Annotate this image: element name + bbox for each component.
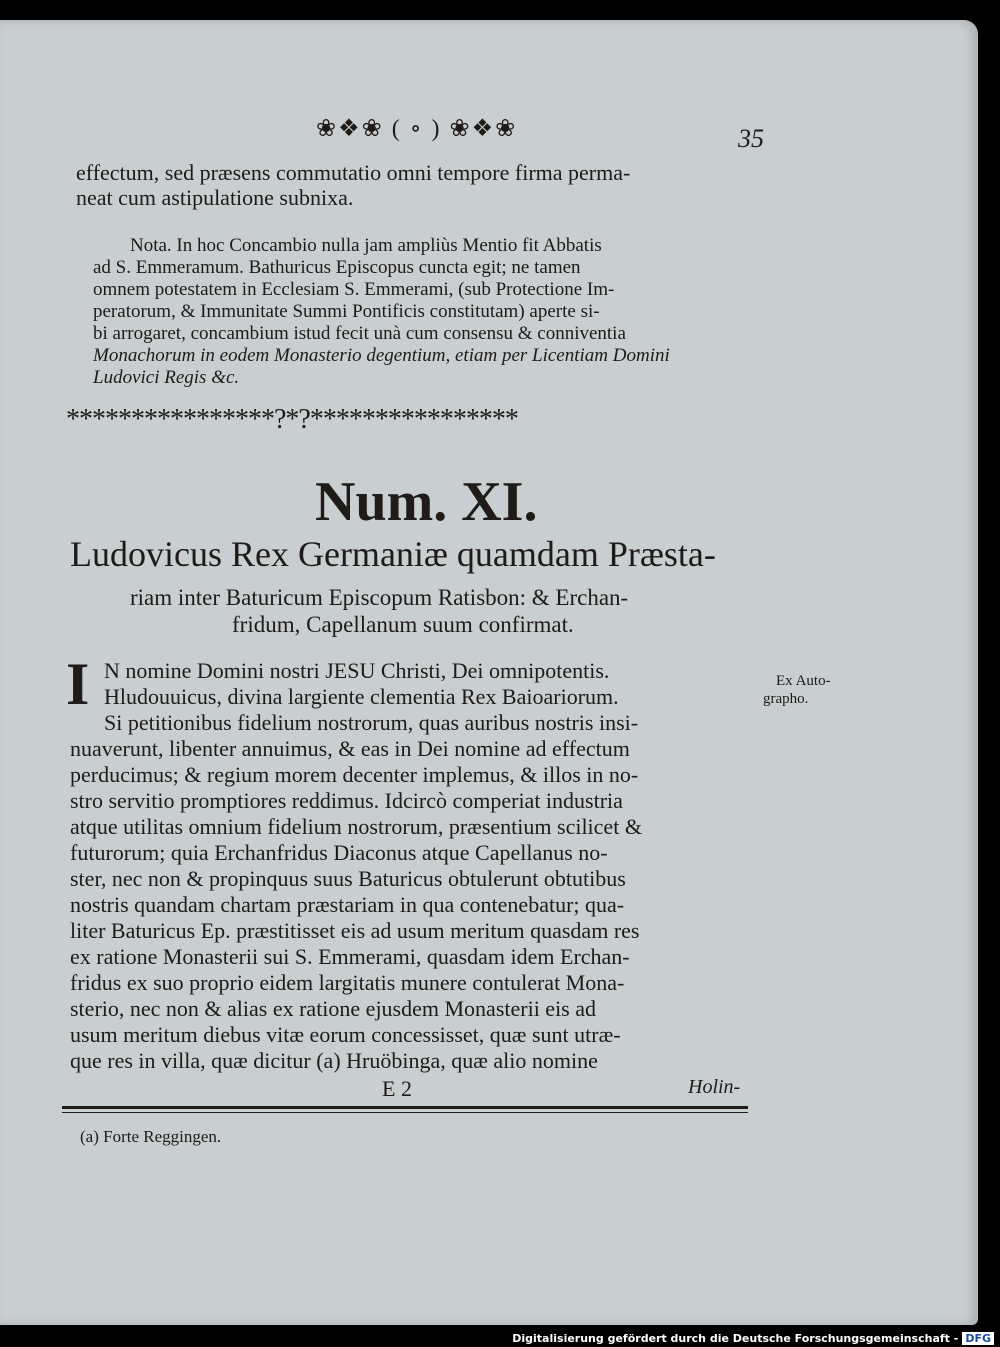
body-line: futurorum; quia Erchanfridus Diaconus atque Capellanus no- <box>70 840 608 865</box>
nota-line: Ludovici Regis &c. <box>93 367 240 388</box>
margin-note: grapho. <box>763 691 809 707</box>
body-line: que res in villa, quæ dicitur (a) Hruöbinga, quæ alio nomine <box>70 1048 598 1073</box>
signature-mark: E 2 <box>382 1076 412 1101</box>
body-line: sterio, nec non & alias ex ratione ejusdem Monasterii eis ad <box>70 996 597 1021</box>
body-line: Si petitionibus fidelium nostrorum, quas auribus nostris insi- <box>104 710 639 735</box>
dfg-logo: DFG <box>962 1332 994 1345</box>
body-line: atque utilitas omnium fidelium nostrorum, præsentium scilicet & <box>70 814 642 839</box>
body-line: fridus ex suo proprio eidem largitatis munere contulerat Mona- <box>70 970 625 995</box>
section-title: fridum, Capellanum suum confirmat. <box>232 612 574 637</box>
body-line: N nomine Domini nostri JESU Christi, Dei omnipotentis. <box>104 658 610 683</box>
drop-cap: I <box>66 651 90 717</box>
nota-line: Monachorum in eodem Monasterio degentium, etiam per Licentiam Domini <box>93 345 670 366</box>
credit-text: Digitalisierung gefördert durch die Deutsche Forschungsgemeinschaft - <box>512 1332 959 1345</box>
nota-line: ad S. Emmeramum. Bathuricus Episcopus cuncta egit; ne tamen <box>93 257 581 278</box>
nota-line: Nota. In hoc Concambio nulla jam ampliùs Mentio fit Abbatis <box>130 235 602 256</box>
nota-line: peratorum, & Immunitate Summi Pontificis constitutam) aperte si- <box>93 301 600 322</box>
page-number: 35 <box>738 124 764 153</box>
body-line: ex ratione Monasterii sui S. Emmerami, quasdam idem Erchan- <box>70 944 630 969</box>
header-ornament: ❀❖❀ ( ∘ ) ❀❖❀ <box>316 116 518 142</box>
digitization-credit <box>512 1332 994 1345</box>
section-title: Ludovicus Rex Germaniæ quamdam Præsta- <box>70 534 716 574</box>
section-title: riam inter Baturicum Episcopum Ratisbon: & Erchan- <box>130 585 629 610</box>
footnote-rule-thin <box>62 1112 748 1113</box>
body-line: perducimus; & regium morem decenter implemus, & illos in no- <box>70 762 639 787</box>
intro-line: effectum, sed præsens commutatio omni tempore firma perma- <box>76 160 631 185</box>
nota-line: omnem potestatem in Ecclesiam S. Emmerami, (sub Protectione Im- <box>93 279 615 300</box>
body-line: liter Baturicus Ep. præstitisset eis ad usum meritum quasdam res <box>70 918 640 943</box>
catchword: Holin- <box>688 1076 741 1098</box>
body-line: usum meritum diebus vitæ eorum concessisset, quæ sunt utræ- <box>70 1022 621 1047</box>
body-line: nostris quandam chartam præstariam in qua contenebatur; qua- <box>70 892 625 917</box>
intro-line: neat cum astipulatione subnixa. <box>76 185 354 210</box>
margin-note: Ex Auto- <box>776 673 831 689</box>
section-number: Num. XI. <box>315 471 538 533</box>
body-line: ster, nec non & propinquus suus Baturicus obtulerunt obtutibus <box>70 866 626 891</box>
body-line: Hludouuicus, divina largiente clementia Rex Baioariorum. <box>104 684 619 709</box>
separator: ****************?*?**************** <box>66 404 518 435</box>
body-line: nuaverunt, libenter annuimus, & eas in Dei nomine ad effectum <box>70 736 630 761</box>
body-line: stro servitio promptiores reddimus. Idcircò comperiat industria <box>70 788 623 813</box>
nota-line: bi arrogaret, concambium istud fecit unà cum consensu & conniventia <box>93 323 626 344</box>
footnote: (a) Forte Reggingen. <box>80 1127 222 1146</box>
footnote-rule <box>62 1106 748 1109</box>
